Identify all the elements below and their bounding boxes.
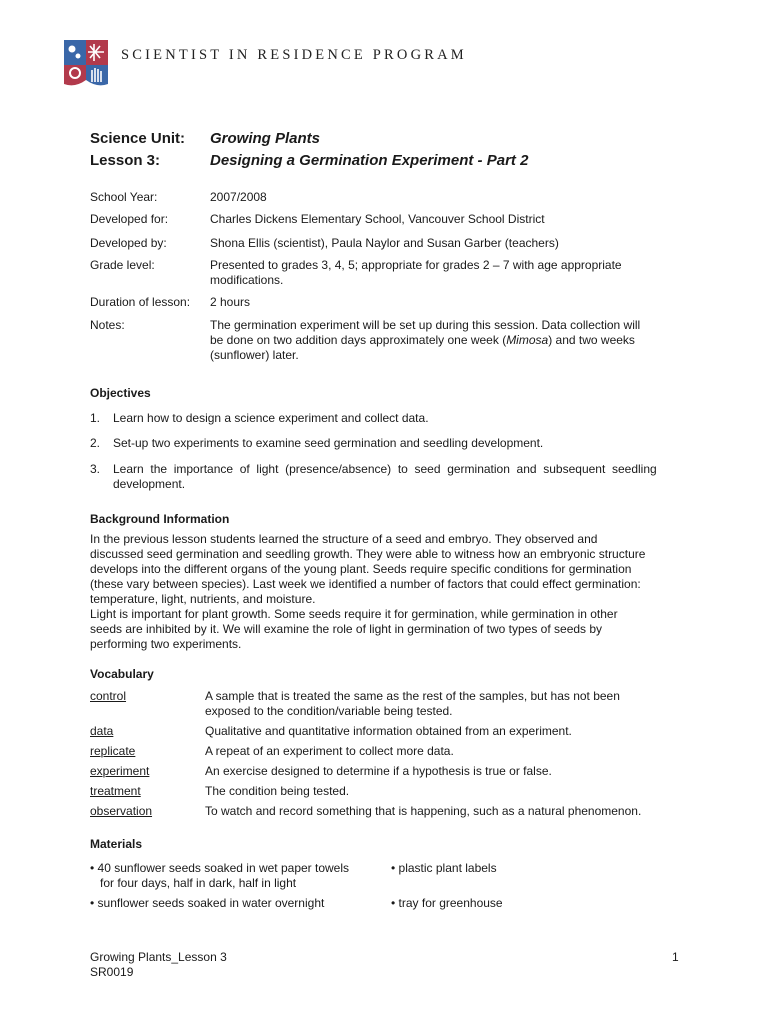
page-footer [90, 950, 227, 980]
lesson-title: Designing a Germination Experiment - Part 2 [210, 152, 529, 169]
background-line: In the previous lesson students learned the structure of a seed and embryo. They observed and [90, 532, 598, 546]
objective-text: Learn how to design a science experiment and collect data. [113, 411, 429, 425]
materials-line: • plastic plant labels [391, 861, 497, 875]
duration-label: Duration of lesson: [90, 295, 191, 309]
vocabulary-definition: Qualitative and quantitative information obtained from an experiment. [205, 724, 572, 738]
background-paragraph [90, 532, 690, 652]
materials-item [90, 896, 324, 911]
vocabulary-term: replicate [90, 744, 136, 758]
materials-line: • tray for greenhouse [391, 896, 503, 910]
background-line: Light is important for plant growth. Some seeds require it for germination, while germination in other [90, 607, 618, 621]
vocabulary-term: data [90, 724, 114, 738]
materials-item [391, 861, 497, 876]
sirp-logo-icon [64, 40, 108, 90]
background-line: performing two experiments. [90, 637, 242, 651]
footer-doc-code: SR0019 [90, 965, 134, 979]
notes-line: The germination experiment will be set up during this session. Data collection will [210, 318, 641, 332]
school-year-value: 2007/2008 [210, 190, 267, 204]
materials-line: • 40 sunflower seeds soaked in wet paper towels [90, 861, 350, 875]
science-unit-label: Science Unit: [90, 130, 186, 147]
materials-heading: Materials [90, 837, 143, 851]
notes-label: Notes: [90, 318, 125, 332]
objective-text: Set-up two experiments to examine seed germination and seedling development. [113, 436, 544, 450]
grade-level-value [210, 258, 680, 288]
notes-value [210, 318, 680, 363]
objective-number: 2. [90, 436, 101, 450]
duration-value: 2 hours [210, 295, 251, 309]
background-line: temperature, light, nutrients, and moisture. [90, 592, 316, 606]
definition-line: A sample that is treated the same as the rest of the samples, but has not been [205, 689, 620, 703]
background-line: seeds are inhibited by it. We will examine the role of light in germination of two types of seeds by [90, 622, 603, 636]
background-line: (these vary between species). Last week we identified a number of factors that could effect germination: [90, 577, 641, 591]
vocabulary-term: treatment [90, 784, 141, 798]
vocabulary-definition: An exercise designed to determine if a hypothesis is true or false. [205, 764, 552, 778]
vocabulary-definition [205, 689, 675, 719]
notes-species-name: Mimosa [506, 333, 549, 347]
materials-item [391, 896, 503, 911]
background-line: develops into the different organs of the young plant. Seeds require specific conditions for germination [90, 562, 632, 576]
vocabulary-definition: To watch and record something that is happening, such as a natural phenomenon. [205, 804, 642, 818]
developed-by-value: Shona Ellis (scientist), Paula Naylor and Susan Garber (teachers) [210, 236, 559, 250]
notes-text: be done on two addition days approximately one week ( [210, 333, 507, 347]
notes-text: ) and two weeks [548, 333, 635, 347]
grade-level-label: Grade level: [90, 258, 155, 272]
objective-number: 1. [90, 411, 101, 425]
program-title: SCIENTIST IN RESIDENCE PROGRAM [121, 47, 467, 63]
definition-line: exposed to the condition/variable being tested. [205, 704, 453, 718]
notes-line: (sunflower) later. [210, 348, 299, 362]
science-unit-value: Growing Plants [210, 130, 321, 147]
vocabulary-definition: The condition being tested. [205, 784, 350, 798]
objective-number: 3. [90, 462, 101, 476]
developed-for-value: Charles Dickens Elementary School, Vancouver School District [210, 212, 545, 226]
background-heading: Background Information [90, 512, 230, 526]
developed-by-label: Developed by: [90, 236, 167, 250]
background-line: discussed seed germination and seedling growth. They were able to witness how an embryonic structure [90, 547, 646, 561]
materials-line: • sunflower seeds soaked in water overnight [90, 896, 325, 910]
materials-item [90, 861, 349, 891]
grade-level-line: modifications. [210, 273, 284, 287]
materials-line: for four days, half in dark, half in light [90, 876, 297, 890]
objective-line: Learn the importance of light (presence/absence) to seed germination and subsequent seedling [113, 462, 657, 476]
vocabulary-term: experiment [90, 764, 150, 778]
footer-doc-title: Growing Plants_Lesson 3 [90, 950, 227, 964]
objectives-heading: Objectives [90, 386, 151, 400]
developed-for-label: Developed for: [90, 212, 169, 226]
objective-line: development. [113, 477, 186, 491]
notes-line [210, 333, 680, 348]
vocabulary-definition: A repeat of an experiment to collect more data. [205, 744, 454, 758]
school-year-label: School Year: [90, 190, 158, 204]
objective-text [113, 462, 680, 492]
page-number: 1 [672, 950, 679, 964]
vocabulary-term: control [90, 689, 127, 703]
lesson-label: Lesson 3: [90, 152, 161, 169]
grade-level-line: Presented to grades 3, 4, 5; appropriate for grades 2 – 7 with age appropriate [210, 258, 622, 272]
vocabulary-heading: Vocabulary [90, 667, 154, 681]
vocabulary-term: observation [90, 804, 153, 818]
